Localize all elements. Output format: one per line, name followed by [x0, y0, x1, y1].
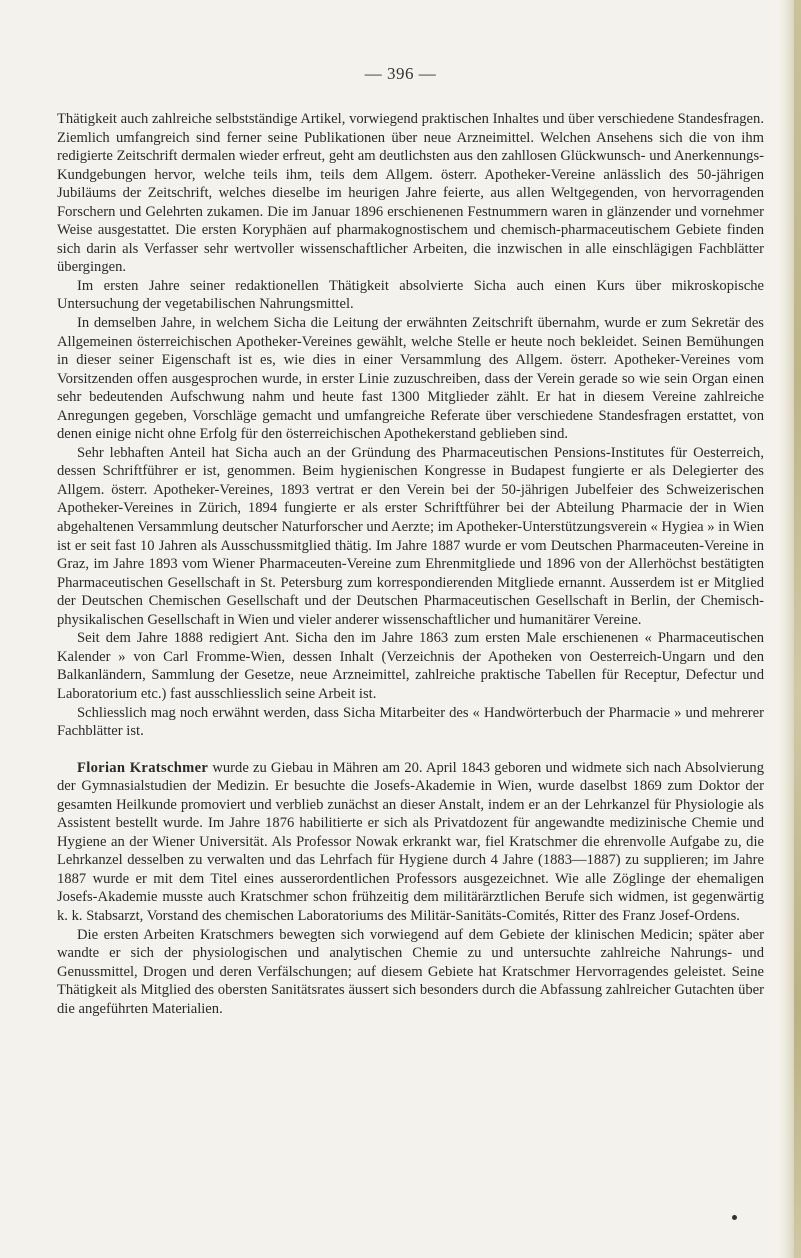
biography-name-kratschmer: Florian Kratschmer — [77, 759, 209, 776]
page-number: — 396 — — [364, 64, 437, 83]
paragraph-sicha-closing: Schliesslich mag noch erwähnt werden, dass Sicha Mitarbeiter des « Handwörterbuch der Pharmacie » und mehrerer Fachblätter ist. — [57, 704, 764, 740]
page-binding-edge — [794, 0, 801, 1258]
section-spacer — [57, 741, 764, 759]
paragraph-sicha-memberships: Sehr lebhaften Anteil hat Sicha auch an der Gründung des Pharmaceutischen Pensions-Institutes für Oesterreich, dessen Schriftführer er ist, genommen. Beim hygienischen Kongresse in Budapest fungierte er als Delegierter des Allgem. österr. Apotheker-Vereines, 1893 vertrat er den Verein bei der 50-jährigen Jubelfeier des Schweizerischen Apotheker-Vereines in Zürich, 1894 fungierte er als erster Schriftführer bei der Abteilung Pharmacie der in Wien abgehaltenen Versammlung deutscher Naturforscher und Aerzte; im Apotheker-Unterstützungsverein « Hygiea » in Wien ist er seit fast 10 Jahren als Ausschussmitglied thätig. Im Jahre 1887 wurde er vom Deutschen Pharmaceuten-Vereine in Graz, im Jahre 1893 vom Wiener Pharmaceuten-Vereine zum Ehrenmitgliede und 1896 von der Allerhöchst bestätigten Pharmaceutischen Gesellschaft in St. Petersburg zum korrespondierenden Mitgliede ernannt. Ausserdem ist er Mitglied der Deutschen Chemischen Gesellschaft und der Deutschen Pharmaceutischen Gesellschaft in Berlin, der Chemisch-physikalischen Gesellschaft in Wien und vieler anderer wissenschaftlicher und humanitärer Vereine. — [57, 444, 764, 628]
kratschmer-bio-text: wurde zu Giebau in Mähren am 20. April 1843 geboren und widmete sich nach Absolvierung der Gymnasialstudien der Medizin. Er besuchte die Josefs-Akademie in Wien, wurde daselbst 1869 zum Doktor der gesamten Heilkunde promoviert und verblieb zunächst an dieser Anstalt, indem er an der Lehrkanzel für Physiologie als Assistent bestellt wurde. Im Jahre 1876 habilitierte er sich als Privatdozent für angewandte medizinische Chemie und Hygiene an der Wiener Universität. Als Professor Nowak erkrankt war, fiel Kratschmer die ehrenvolle Aufgabe zu, die Lehrkanzel desselben zu verwalten und das Lehrfach für Hygiene durch 4 Jahre (1883—1887) zu supplieren; im Jahre 1887 wurde er mit dem Titel eines ausserordentlichen Professors ausgezeichnet. Wie alle Zöglinge der ehemaligen Josefs-Akademie musste auch Kratschmer schon frühzeitig dem militärärztlichen Berufe sich widmen, ist gegenwärtig k. k. Stabsarzt, Vorstand des chemischen Laboratoriums des Militär-Sanitäts-Comités, Ritter des Franz Josef-Ordens. — [57, 759, 764, 924]
paragraph-kratschmer-bio — [57, 759, 764, 926]
ink-dot-mark — [732, 1215, 737, 1220]
paragraph-sicha-secretary: In demselben Jahre, in welchem Sicha die Leitung der erwähnten Zeitschrift übernahm, wurde er zum Sekretär des Allgemeinen österreichischen Apotheker-Vereines gewählt, welche Stelle er heute noch bekleidet. Seinen Bemühungen in dieser seiner Eigenschaft ist es, wie dies in einer Versammlung des Allgem. österr. Apotheker-Vereines vom Vorsitzenden offen ausgesprochen wurde, in erster Linie zuzuschreiben, dass der Verein gerade so wie sein Organ einen sehr bedeutenden Aufschwung nahm und heute fast 1300 Mitglieder zählt. Er hat in diesem Vereine zahlreiche Anregungen gegeben, Vorschläge gemacht und umfangreiche Referate über verschiedene Standesfragen erstattet, von denen einige nicht ohne Erfolg für den österreichischen Apothekerstand geblieben sind. — [57, 315, 764, 443]
paragraph-kratschmer-work: Die ersten Arbeiten Kratschmers bewegten sich vorwiegend auf dem Gebiete der klinischen Medicin; später aber wandte er sich der physiologischen und analytischen Chemie zu und untersuchte zahlreiche Nahrungs- und Genussmittel, Drogen und deren Verfälschungen; auf diesem Gebiete hat Kratschmer Hervorragendes geleistet. Seine Thätigkeit als Mitglied des obersten Sanitätsrates äussert sich besonders durch die Abfassung zahlreicher Gutachten über die angeführten Materialien. — [57, 926, 764, 1017]
paragraph-sicha-calendar: Seit dem Jahre 1888 redigiert Ant. Sicha den im Jahre 1863 zum ersten Male erschienenen « Pharmaceutischen Kalender » von Carl Fromme-Wien, dessen Inhalt (Verzeichnis der Apotheken von Oesterreich-Ungarn und den Balkanländern, Sammlung der Gesetze, neue Arzneimittel, zahlreiche praktische Tabellen für Receptur, Defectur und Laboratorium etc.) fast ausschliesslich seine Arbeit ist. — [57, 630, 764, 702]
body-text — [57, 110, 764, 1018]
paragraph-sicha-microscopy: Im ersten Jahre seiner redaktionellen Thätigkeit absolvierte Sicha auch einen Kurs über mikroskopische Untersuchung der vegetabilischen Nahrungsmittel. — [57, 277, 764, 313]
paragraph-sicha-publications: Thätigkeit auch zahlreiche selbstständige Artikel, vorwiegend praktischen Inhaltes und über verschiedene Standesfragen. Ziemlich umfangreich sind ferner seine Publikationen über neue Arzneimittel. Welchen Ansehens sich die von ihm redigierte Zeitschrift dermalen wieder erfreut, geht am deutlichsten aus den zahllosen Glückwunsch- und Anerkennungs-Kundgebungen hervor, welche teils ihm, teils dem Allgem. österr. Apotheker-Vereine anlässlich des 50-jährigen Jubiläums der Zeitschrift, welches dieselbe im heurigen Jahre feierte, aus allen Weltgegenden, von hervorragenden Forschern und Gelehrten zukamen. Die im Januar 1896 erschienenen Festnummern waren in glänzender und vornehmer Weise ausgestattet. Die ersten Koryphäen auf pharmakognostischem und chemisch-pharmaceutischem Gebiete finden sich darin als Verfasser sehr wertvoller wissenschaftlicher Arbeiten, die inzwischen in alle einschlägigen Fachblätter übergingen. — [57, 111, 764, 276]
